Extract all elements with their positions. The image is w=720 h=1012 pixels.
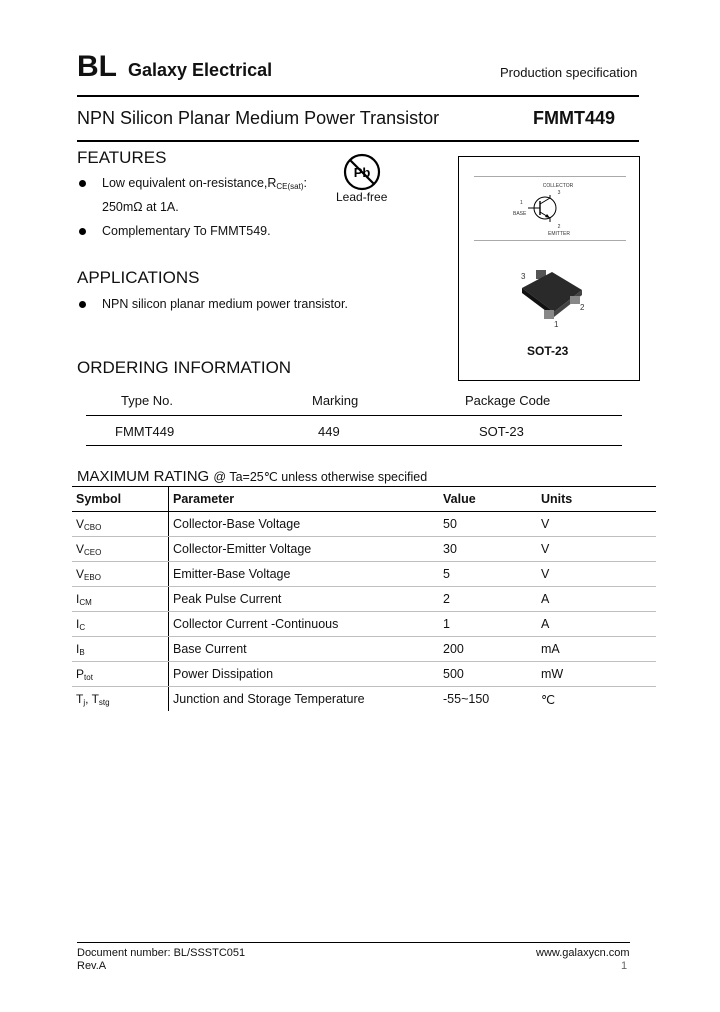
pin1-label: 1 bbox=[520, 200, 523, 206]
feature-item-1-line2: 250mΩ at 1A. bbox=[102, 200, 179, 214]
symbol-sub: B bbox=[79, 647, 85, 657]
page-title: NPN Silicon Planar Medium Power Transistor bbox=[77, 108, 440, 128]
symbol-sub: CM bbox=[79, 597, 92, 607]
parameter-cell: Peak Pulse Current bbox=[169, 587, 440, 612]
symbol-main: P bbox=[76, 666, 85, 681]
feature-1-text: Low equivalent on-resistance,R bbox=[102, 176, 277, 190]
pkg-pin1-label: 1 bbox=[554, 320, 559, 328]
col-value: Value bbox=[439, 487, 537, 512]
revision: Rev.A bbox=[77, 960, 107, 972]
value-cell: 5 bbox=[439, 562, 537, 587]
value-cell: 200 bbox=[439, 637, 537, 662]
value-cell: 50 bbox=[439, 512, 537, 537]
package-top-divider bbox=[474, 176, 626, 177]
page-number: 1 bbox=[621, 960, 628, 972]
ordering-cell-marking: 449 bbox=[318, 424, 340, 439]
unit-cell: mA bbox=[537, 637, 656, 662]
parameter-cell: Base Current bbox=[169, 637, 440, 662]
value-cell: 500 bbox=[439, 662, 537, 687]
bullet-icon bbox=[79, 180, 86, 187]
lead-free-symbol: Pb bbox=[353, 165, 371, 180]
symbol-cell bbox=[72, 662, 169, 687]
col-parameter: Parameter bbox=[169, 487, 440, 512]
ordering-col-type: Type No. bbox=[121, 393, 174, 408]
ordering-cell-type: FMMT449 bbox=[115, 424, 175, 439]
parameter-cell: Junction and Storage Temperature bbox=[173, 692, 365, 706]
symbol-sub: CBO bbox=[84, 522, 102, 532]
part-number: FMMT449 bbox=[533, 108, 616, 128]
max-rating-title: MAXIMUM RATING bbox=[77, 468, 210, 485]
doc-number: Document number: BL/SSSTC051 bbox=[77, 947, 246, 959]
base-label: BASE bbox=[513, 211, 527, 217]
features-heading: FEATURES bbox=[77, 148, 167, 167]
footer-divider bbox=[77, 942, 630, 943]
table-row bbox=[72, 612, 656, 637]
transistor-symbol-icon bbox=[500, 180, 600, 238]
symbol-sub: j bbox=[83, 697, 86, 707]
symbol-cell bbox=[72, 637, 169, 662]
symbol-sub: CEO bbox=[84, 547, 102, 557]
unit-cell: V bbox=[537, 512, 656, 537]
bullet-icon bbox=[79, 228, 86, 235]
ordering-col-marking: Marking bbox=[312, 393, 359, 408]
symbol-cell bbox=[72, 587, 169, 612]
title-divider bbox=[77, 140, 639, 142]
table-row bbox=[72, 537, 656, 562]
parameter-cell: Emitter-Base Voltage bbox=[169, 562, 440, 587]
table-row bbox=[72, 662, 656, 687]
lead-free-label: Lead-free bbox=[336, 190, 388, 204]
symbol-main: V bbox=[76, 516, 85, 531]
col-symbol: Symbol bbox=[72, 487, 169, 512]
max-rating-heading bbox=[77, 468, 427, 485]
ordering-cell-package: SOT-23 bbox=[479, 424, 524, 439]
ordering-bottom-divider bbox=[86, 445, 622, 446]
unit-cell: A bbox=[537, 587, 656, 612]
parameter-cell: Power Dissipation bbox=[169, 662, 440, 687]
unit-cell: V bbox=[537, 537, 656, 562]
application-item-1: NPN silicon planar medium power transistor. bbox=[102, 297, 348, 311]
symbol-main: V bbox=[76, 541, 85, 556]
lead-free-icon bbox=[342, 152, 382, 192]
applications-heading: APPLICATIONS bbox=[77, 268, 200, 287]
table-row bbox=[72, 687, 656, 712]
symbol-cell bbox=[72, 562, 169, 587]
symbol-main: V bbox=[76, 566, 85, 581]
package-name: SOT-23 bbox=[527, 344, 569, 358]
symbol-sub: tot bbox=[84, 672, 93, 682]
feature-1-colon: : bbox=[303, 176, 308, 190]
pkg-pin2-label: 2 bbox=[580, 303, 585, 312]
value-cell: 30 bbox=[439, 537, 537, 562]
brand-short: BL bbox=[77, 50, 117, 83]
table-row bbox=[72, 587, 656, 612]
symbol-cell bbox=[72, 687, 169, 712]
symbol-cell bbox=[72, 537, 169, 562]
symbol-main: T bbox=[76, 691, 84, 706]
table-header-row bbox=[72, 487, 656, 512]
feature-item-1 bbox=[102, 176, 307, 191]
spec-label: Production specification bbox=[500, 65, 638, 80]
value-cell: 1 bbox=[439, 612, 537, 637]
max-rating-condition: @ Ta=25℃ unless otherwise specified bbox=[213, 470, 428, 484]
sot23-package-icon bbox=[508, 260, 598, 328]
pin2-label: 2 bbox=[557, 224, 561, 230]
collector-label: COLLECTOR bbox=[542, 183, 574, 189]
table-row bbox=[72, 562, 656, 587]
feature-item-2: Complementary To FMMT549. bbox=[102, 224, 271, 238]
symbol-cell bbox=[72, 612, 169, 637]
brand-name: Galaxy Electrical bbox=[128, 60, 273, 80]
symbol-sub-2: stg bbox=[98, 697, 110, 707]
parameter-cell: Collector Current -Continuous bbox=[169, 612, 440, 637]
pin3-label: 3 bbox=[557, 190, 561, 196]
ordering-col-package: Package Code bbox=[465, 393, 551, 408]
ordering-heading: ORDERING INFORMATION bbox=[77, 358, 292, 377]
package-mid-divider bbox=[474, 240, 626, 241]
value-cell: 2 bbox=[439, 587, 537, 612]
col-units: Units bbox=[537, 487, 656, 512]
header-divider bbox=[77, 95, 639, 97]
pkg-pin3-label: 3 bbox=[521, 272, 526, 281]
symbol-main: I bbox=[76, 591, 80, 606]
symbol-main: I bbox=[76, 616, 80, 631]
ordering-header-divider bbox=[86, 415, 622, 416]
feature-1-sub: CE(sat) bbox=[276, 182, 304, 191]
parameter-cell: Collector-Base Voltage bbox=[169, 512, 440, 537]
symbol-main-2: , T bbox=[85, 691, 99, 706]
value-cell: -55~150 bbox=[443, 692, 490, 706]
symbol-main: I bbox=[76, 641, 80, 656]
table-row bbox=[72, 637, 656, 662]
emitter-label: EMITTER bbox=[548, 231, 570, 237]
unit-cell: ℃ bbox=[541, 692, 556, 707]
table-row bbox=[72, 512, 656, 537]
unit-cell: A bbox=[537, 612, 656, 637]
symbol-sub: C bbox=[79, 622, 86, 632]
symbol-cell bbox=[72, 512, 169, 537]
symbol-sub: EBO bbox=[84, 572, 101, 582]
max-rating-table bbox=[72, 486, 656, 711]
unit-cell: mW bbox=[537, 662, 656, 687]
website-link[interactable]: www.galaxycn.com bbox=[536, 947, 630, 959]
bullet-icon bbox=[79, 301, 86, 308]
unit-cell: V bbox=[537, 562, 656, 587]
parameter-cell: Collector-Emitter Voltage bbox=[169, 537, 440, 562]
